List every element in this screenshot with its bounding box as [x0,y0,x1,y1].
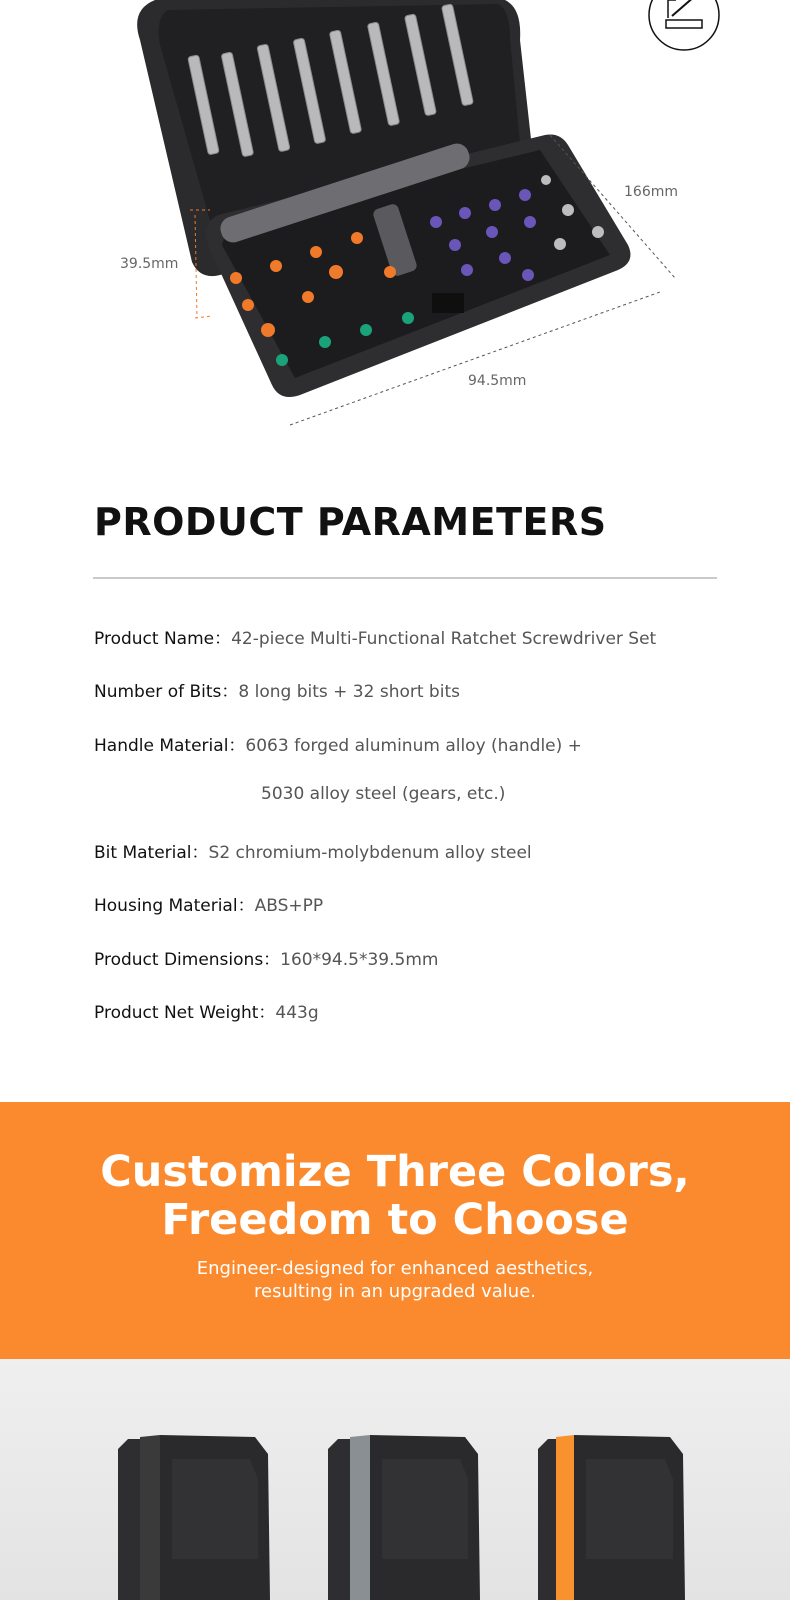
param-key: Bit Material： [94,843,209,863]
param-value-continuation: 5030 alloy steel (gears, etc.) [261,784,506,804]
divider [93,577,717,579]
param-value: 42-piece Multi-Functional Ratchet Screwdriver Set [231,629,657,649]
toolbox-illustration [0,0,790,450]
param-row-housing-material [94,891,323,916]
dimension-height-label: 39.5mm [120,256,179,272]
variant-gray-case [328,1435,480,1600]
param-value: 443g [275,1003,319,1023]
dimension-length-label: 166mm [624,184,678,200]
param-value: ABS+PP [254,896,324,916]
param-row-net-weight [94,998,319,1023]
param-key: Product Name： [94,629,232,649]
product-hero [0,0,790,450]
promo-headline-line-2: Freedom to Choose [161,1195,629,1245]
param-row-number-of-bits [94,677,460,702]
promo-subtitle-line-2: resulting in an upgraded value. [254,1281,536,1302]
param-row-product-name [94,624,656,649]
color-variants-showcase [0,1359,790,1600]
param-key: Product Net Weight： [94,1003,276,1023]
param-row-product-dimensions [94,945,438,970]
promo-banner [0,1102,790,1359]
promo-headline-line-1: Customize Three Colors, [100,1147,690,1197]
param-value: 160*94.5*39.5mm [280,950,439,970]
dimension-width-label: 94.5mm [468,373,527,389]
promo-subtitle-line-1: Engineer-designed for enhanced aesthetics, [196,1258,594,1279]
param-key: Product Dimensions： [94,950,281,970]
param-value: 6063 forged aluminum alloy (handle) + [245,736,582,756]
variant-orange-case [538,1435,685,1600]
variant-black-case [118,1435,270,1600]
param-key: Handle Material： [94,736,246,756]
param-value: S2 chromium-molybdenum alloy steel [208,843,532,863]
param-key: Housing Material： [94,896,255,916]
param-row-bit-material [94,838,532,863]
section-title: PRODUCT PARAMETERS [94,500,607,544]
param-value: 8 long bits + 32 short bits [238,682,460,702]
param-row-handle-material [94,731,582,756]
param-key: Number of Bits： [94,682,239,702]
ruler-pencil-icon [649,0,719,50]
